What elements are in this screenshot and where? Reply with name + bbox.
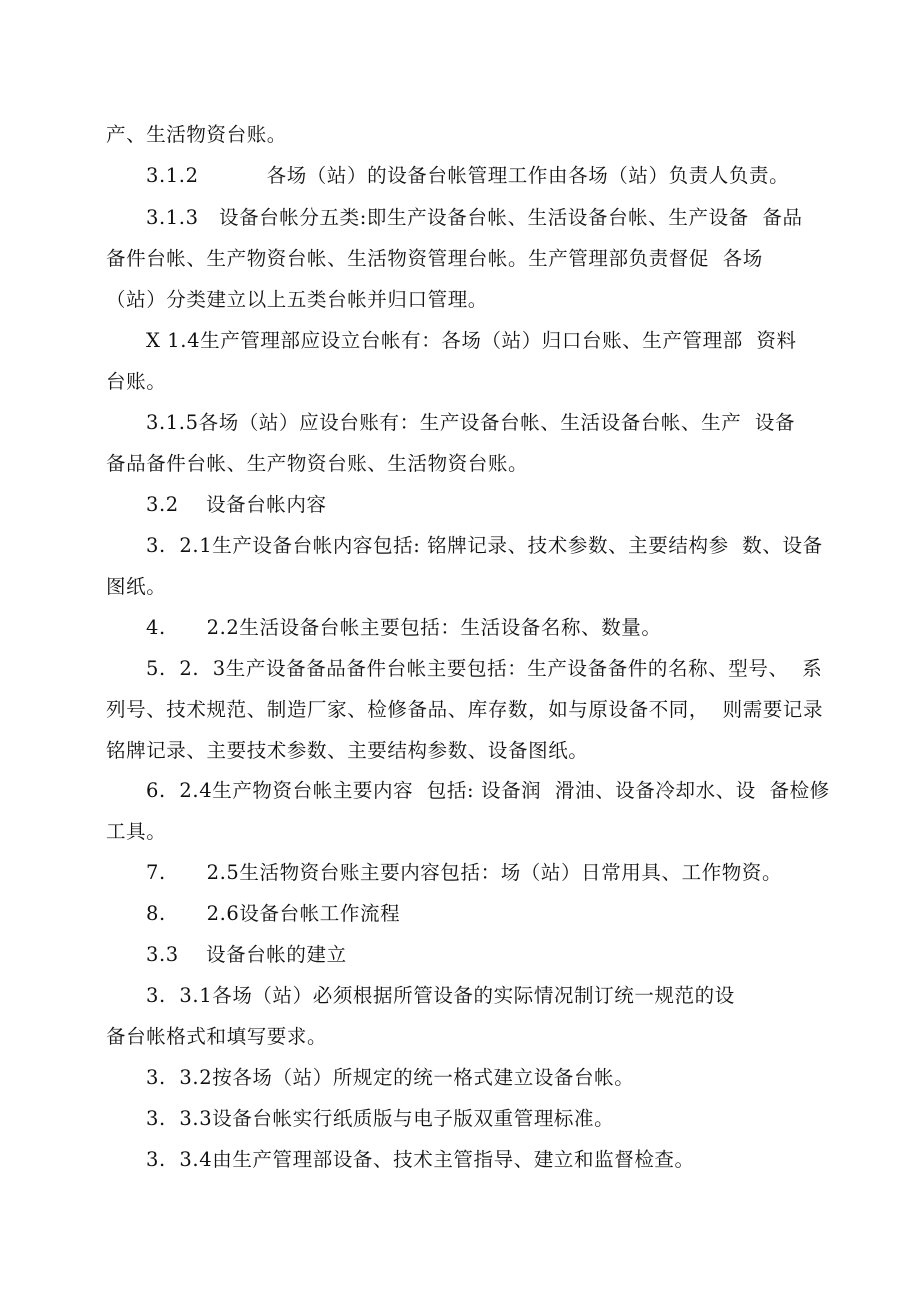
text-line: 3. 2.1生产设备台帐内容包括: 铭牌记录、技术参数、主要结构参 数、设备 bbox=[146, 534, 823, 557]
text-line: 备件台帐、生产物资台帐、生活物资管理台帐。生产管理部负责督促 各场 bbox=[106, 247, 763, 270]
text-line: 图纸。 bbox=[106, 575, 167, 598]
text-line: 台账。 bbox=[106, 370, 167, 393]
text-line: 3. 3.4由生产管理部设备、技术主管指导、建立和监督检查。 bbox=[146, 1148, 695, 1171]
text-line: 4. 2.2生活设备台帐主要包括：生活设备名称、数量。 bbox=[146, 616, 662, 639]
text-line: 3.1.5各场（站）应设台账有：生产设备台帐、生活设备台帐、生产 设备 bbox=[146, 411, 796, 434]
text-line: 工具。 bbox=[106, 820, 167, 843]
text-line: 列号、技术规范、制造厂家、检修备品、库存数，如与原设备不同， 则需要记录 bbox=[106, 698, 824, 721]
text-line: 产、生活物资台账。 bbox=[106, 123, 287, 146]
text-line: 3.1.2 各场（站）的设备台帐管理工作由各场（站）负责人负责。 bbox=[146, 164, 790, 187]
text-line: 3. 3.2按各场（站）所规定的统一格式建立设备台帐。 bbox=[146, 1066, 635, 1089]
text-line: 3.2 设备台帐内容 bbox=[146, 493, 327, 516]
text-line: 6. 2.4生产物资台帐主要内容 包括: 设备润 滑油、设备冷却水、设 备检修 bbox=[146, 779, 830, 802]
text-line: 3.3 设备台帐的建立 bbox=[146, 943, 347, 966]
text-line: 3. 3.3设备台帐实行纸质版与电子版双重管理标准。 bbox=[146, 1107, 615, 1130]
text-line: 备品备件台帐、生产物资台账、生活物资台账。 bbox=[106, 452, 529, 475]
text-line: 5. 2. 3生产设备备品备件台帐主要包括：生产设备备件的名称、型号、 系 bbox=[146, 657, 823, 680]
text-line: 8. 2.6设备台帐工作流程 bbox=[146, 902, 401, 925]
text-line: 备台帐格式和填写要求。 bbox=[106, 1025, 328, 1048]
text-line: 7. 2.5生活物资台账主要内容包括：场（站）日常用具、工作物资。 bbox=[146, 861, 783, 884]
text-line: 3. 3.1各场（站）必须根据所管设备的实际情况制订统一规范的设 bbox=[146, 984, 735, 1007]
text-line: 3.1.3 设备台帐分五类:即生产设备台帐、生活设备台帐、生产设备 备品 bbox=[146, 206, 803, 229]
text-line: X 1.4生产管理部应设立台帐有：各场（站）归口台账、生产管理部 资料 bbox=[146, 329, 797, 352]
text-line: 铭牌记录、主要技术参数、主要结构参数、设备图纸。 bbox=[106, 739, 589, 762]
text-line: （站）分类建立以上五类台帐并归口管理。 bbox=[106, 288, 488, 311]
